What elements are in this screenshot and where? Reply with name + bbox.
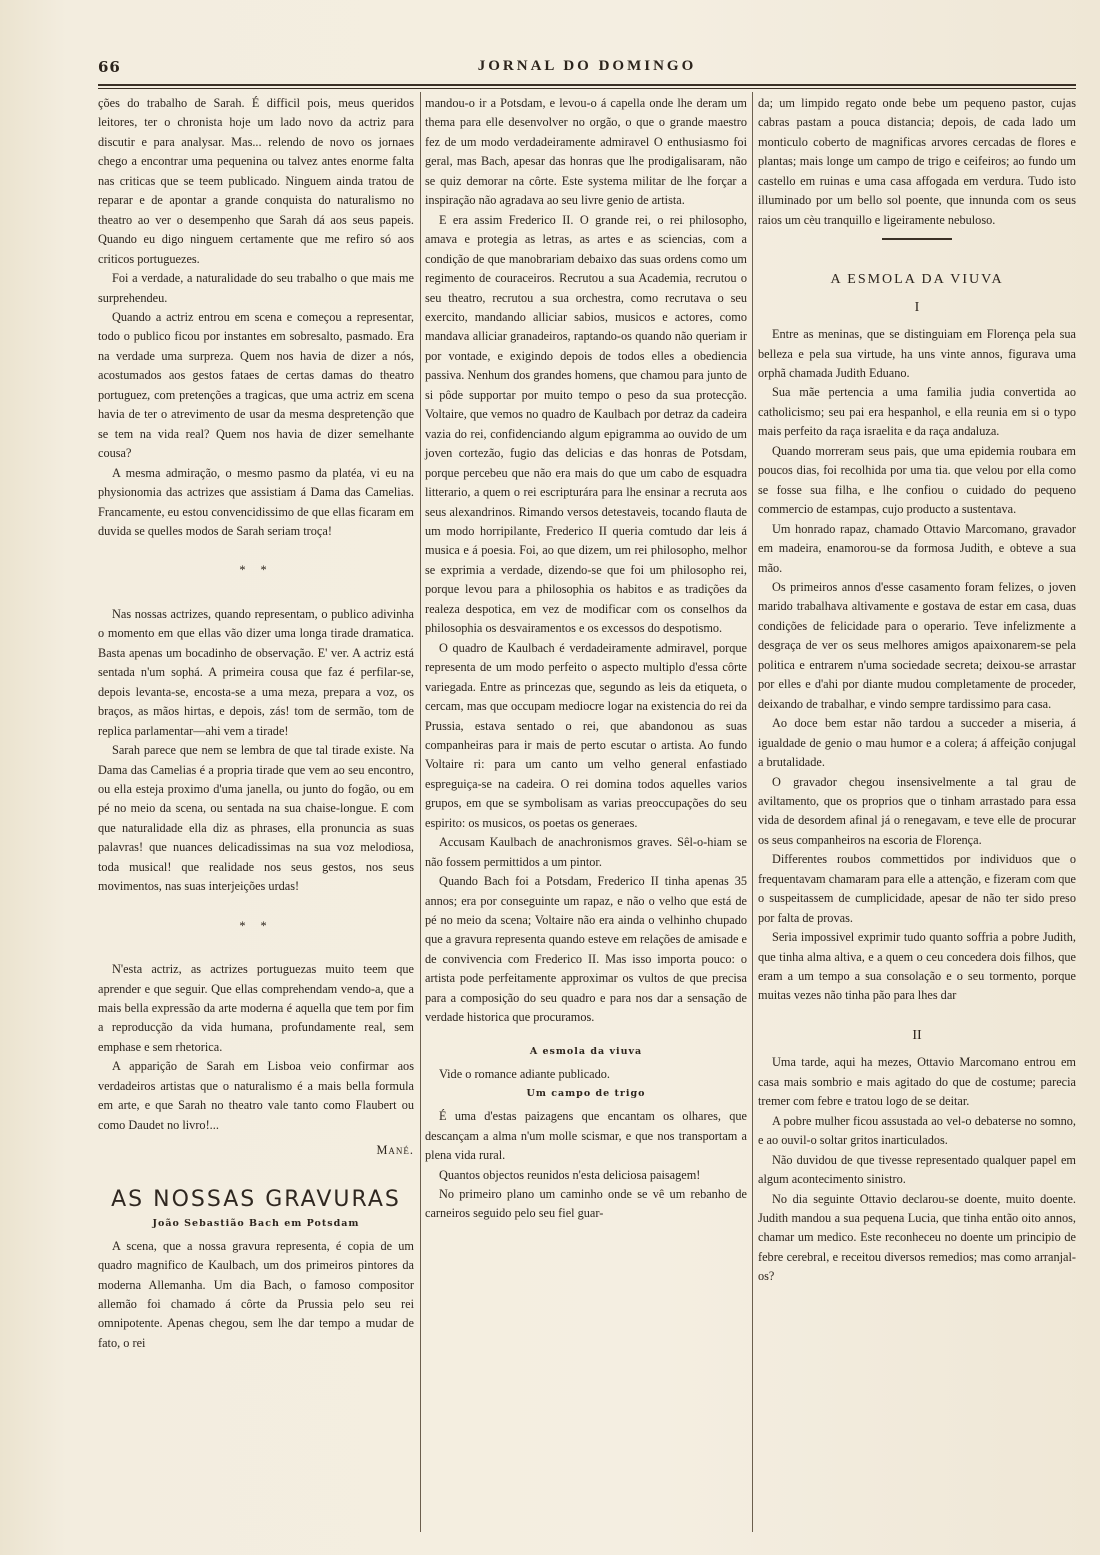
paragraph: Não duvidou de que tivesse representado qualquer papel em algum acontecimento sinistro. — [758, 1152, 1076, 1187]
masthead: JORNAL DO DOMINGO — [477, 58, 697, 74]
paragraph: da; um limpido regato onde bebe um pequeno pastor, cujas cabras pastam a pouca distancia; depois, de cada lado um monticulo coberto de magnificas arvores cercadas de flores e plantas; mais longe um campo de trigo e ceifeiros; ao fundo um castello em ruinas e uma casa affogada em verdura. Tudo isto illuminado por um bello sol poente, que innunda com os seus raios um cèu tranquillo e ligeiramente nebuloso. — [758, 96, 1076, 227]
chapter-number: II — [912, 1027, 922, 1043]
paragraph: Differentes roubos commettidos por individuos que o frequentavam chamaram para elle a attenção, e fizeram com que o suspeitassem de cumplicidade, apesar de não ter sido preso por falta de provas. — [758, 852, 1076, 925]
paragraph: A scena, que a nossa gravura representa, é copia de um quadro magnifico de Kaulbach, um dos primeiros pintores da moderna Allemanha. Um dia Bach, o famoso compositor allemão foi chamado á côrte da Prussia pelo seu rei omnipotente. Apenas chegou, sem lhe dar tempo a mudar de fato, o rei — [98, 1238, 414, 1350]
section-subheading: João Sebastião Bach em Potsdam — [152, 1217, 360, 1229]
paragraph: mandou-o ir a Potsdam, e levou-o á capella onde lhe deram um thema para elle desenvolver no orgão, o que o grande maestro fez de um modo verdadeiramente admiravel O enthusiasmo foi geral, mas Bach, apesar das honras que lhe prodigalisaram, não se quiz demorar na côrte. Este systema militar de lhe forçar a inspiração não agradava ao seu livre genio de artista. — [425, 96, 747, 208]
header-rule-thick — [98, 84, 1076, 86]
paragraph: Entre as meninas, que se distinguiam em Florença pela sua belleza e pela sua virtude, ha uns vinte annos, figurava uma orphã chamada Judith Eduano. — [758, 327, 1076, 380]
paragraph: Foi a verdade, a naturalidade do seu trabalho o que mais me surprehendeu. — [98, 271, 414, 305]
section-break: * * — [239, 563, 273, 578]
paragraph: A apparição de Sarah em Lisboa veio confirmar aos verdadeiros artistas que o naturalismo é a mais bella formula em arte, e que Sarah no theatro vale tanto como Flaubert ou como Daudet no livro!... — [98, 1059, 414, 1132]
column-divider — [420, 92, 421, 1532]
chapter-number: I — [914, 299, 920, 315]
paragraph: Sarah parece que nem se lembra de que tal tirade existe. Na Dama das Camelias é a propria tirade que vem ao seu encontro, ou ella esteja proximo d'uma janella, ou junto do fogão, ou em pé no meio da scena, ou sentada na sua chaise-longue. E com que naturalidade ella diz as phrases, ella pronuncia as suas palavras! que nuances delicadissimas na sua voz melodiosa, toda musical! que realidade nos seus gestos, nos seus movimentos, nas suas interjeições urdas! — [98, 743, 414, 894]
column-3 — [758, 94, 1076, 1287]
paragraph: A pobre mulher ficou assustada ao vel-o debaterse no somno, e ao ouvil-o soltar gritos inarticulados. — [758, 1113, 1076, 1148]
paragraph: ções do trabalho de Sarah. É difficil pois, meus queridos leitores, ter o chronista hoje um lado novo da actriz para discutir e para analysar. Mas... relendo de novo os jornaes chego a encontrar uma pequenina ou talvez antes enorme falta nas criticas que se teem publicado. Ninguem ainda tratou de reparar e de apontar a grande conquista do naturalismo no theatro ao ver o desempenho que Sarah dá aos seus papeis. Quando eu digo ninguem certamente que me refiro só aos criticos portuguezes. — [98, 96, 414, 266]
page-header — [98, 58, 1076, 80]
paragraph: Um honrado rapaz, chamado Ottavio Marcomano, gravador em madeira, enamorou-se da formosa Judith, e obteve a sua mão. — [758, 521, 1076, 575]
section-break: * * — [239, 918, 273, 933]
paragraph: Sua mãe pertencia a uma familia judia convertida ao catholicismo; seu pai era hespanhol, e ella reunia em si o typo mais perfeito da raça israelita e da raça andaluza. — [758, 385, 1076, 439]
section-heading: AS NOSSAS GRAVURAS — [111, 1186, 401, 1212]
paragraph: Accusam Kaulbach de anachronismos graves. Sêl-o-hiam se não fossem permittidos a um pintor. — [425, 835, 747, 869]
paragraph: A mesma admiração, o mesmo pasmo da platéa, vi eu na physionomia das actrizes que assistiam á Dama das Camelias. Francamente, eu estou convencidissimo de que ellas ficaram em duvida se quelles modos de Sarah seriam troça! — [98, 465, 414, 538]
paragraph: Os primeiros annos d'esse casamento foram felizes, o joven marido trabalhava altivamente e gostava de estar em casa, duas condições de felicidade para o operario. Teve infelizmente a desgraça de ver os seus melhores amigos apaixonarem-se pela politica e entrarem n'uma sociedade secreta; deixou-se arrastar por elles e d'ahi por diante mudou completamente de proceder, deixando de trabalhar, e vindo sempre tardissimo para casa. — [758, 579, 1076, 711]
page-number: 66 — [98, 58, 121, 76]
paragraph: Quando morreram seus pais, que uma epidemia roubara em poucos dias, foi recolhida por uma tia. que velou por ella como se fosse sua filha, e lhe confiou o cuidado do pequeno commercio de estampas, cujo producto a sustentava. — [758, 443, 1076, 517]
paragraph: Uma tarde, aqui ha mezes, Ottavio Marcomano entrou em casa mais sombrio e mais agitado do que de costume; parecia tremer com febre e tratou logo de se deitar. — [758, 1055, 1076, 1109]
paragraph: Quando Bach foi a Potsdam, Frederico II tinha apenas 35 annos; era por conseguinte um rapaz, e não o velho que está de pé no meio da scena; Voltaire não era ainda o velhinho chupado que a gravura representa quando esteve em relações de amisade e de convivencia com Frederico II. Mas isso importa pouco: o artista pode perfeitamente approximar os vultos de que precisa para a composição do seu quadro e para nos dar a sensação de verdade historica que procuramos. — [425, 874, 747, 1025]
column-2 — [425, 94, 747, 1224]
column-divider — [752, 92, 753, 1532]
story-title: A ESMOLA DA VIUVA — [830, 272, 1004, 288]
header-rule-thin — [98, 88, 1076, 89]
paragraph: Seria impossivel exprimir tudo quanto soffria a pobre Judith, que tinha alma altiva, e a quem o ceu concedera dois filhos, que eram a um tempo a sua consolação e o seu tormento, porque muitas vezes não tinha pão para lhes dar — [758, 930, 1076, 1003]
paragraph: É uma d'estas paizagens que encantam os olhares, que descançam a alma n'um molle scismar, e que nos transportam a plena vida rural. — [425, 1109, 747, 1163]
paragraph: No primeiro plano um caminho onde se vê um rebanho de carneiros seguido pelo seu fiel guar- — [425, 1187, 747, 1221]
paragraph: Vide o romance adiante publicado. — [439, 1066, 611, 1081]
paragraph: N'esta actriz, as actrizes portuguezas muito teem que aprender e que seguir. Que ellas comprehendam vendo-a, que a mais bella expressão da arte moderna é aquella que tem por fim a reproducção da vida humana, profundamente real, sem emphase e sem rhetorica. — [98, 962, 414, 1054]
paragraph: Nas nossas actrizes, quando representam, o publico adivinha o momento em que ellas vão dizer uma longa tirade dramatica. Basta apenas um bocadinho de observação. E' ver. A actriz está sentada n'um sophá. A primeira cousa que faz é perfilar-se, depois levanta-se, encosta-se a uma meza, prepara a voz, os braços, as mãos hirtas, e depois, zás! tom de sermão, tom de replica parlamentar—ahi vem a tirade! — [98, 606, 414, 738]
column-1 — [98, 94, 414, 1353]
paragraph: Quantos objectos reunidos n'esta deliciosa paisagem! — [439, 1167, 701, 1182]
divider — [882, 238, 952, 240]
paragraph: Quando a actriz entrou em scena e começou a representar, todo o publico ficou por instantes em sobresalto, pasmado. Era na verdade uma surpreza. Quem nos havia de dizer a nós, acostumados aos gestos fataes de certas damas do theatro portuguez, com pretenções a tragicas, que uma actriz em scena havia de ter o atrevimento de usar da mesma despretenção que se tem na vida real? Quem nos havia de dizer semelhante cousa? — [98, 309, 414, 461]
engraving-caption: Um campo de trigo — [526, 1088, 646, 1100]
engraving-caption: A esmola da viuva — [529, 1045, 643, 1057]
paragraph: No dia seguinte Ottavio declarou-se doente, muito doente. Judith mandou a sua pequena Lucia, que tinha então oito annos, chamar um medico. Este reconheceu no doente um principio de febre cerebral, e receitou diversos remedios; mas como arranjal-os? — [758, 1191, 1076, 1284]
author-signature: Mané. — [376, 1143, 414, 1158]
paragraph: E era assim Frederico II. O grande rei, o rei philosopho, amava e protegia as letras, as artes e as sciencias, com a condição de que manobrariam debaixo das suas ordens como um regimento de couraceiros. Recrutou a sua Academia, recrutou o seu theatro, recrutou a sua orchestra, como recrutava o seu exercito, mandando alliciar sabios, musicos e actores, como mandava alliciar granadeiros, raptando-os quando não queriam ir por vontade, e exigindo depois de todos elles a obediencia passiva. Nenhum dos grandes homens, que chamou para junto de si pôde supportar por muito tempo o peso da sua protecção. Voltaire, que vemos no quadro de Kaulbach por detraz da cadeira vazia do rei, confidenciando algum epigramma ao ouvido de um joven cortezão, fugio das delicias e das honras de Potsdam, porque percebeu que não era mais do que um cabo de esquadra litterario, a quem o rei escripturára para lhe ensinar a recruta aos seus alexandrinos. Rimando versos detestaveis, tocando flauta de um modo horripilante, Frederico II queria comtudo dar leis á musica e á poesia. Foi, ao que dizem, um rei philosopho, melhor se exprimia a verdade, dizendo-se que foi um philosopho rei, porque levou para a philosophia os habitos e as tradições da realeza despotica, em vez de modificar com os conselhos da philosophia os desvairamentos e os excessos do despotismo. — [425, 212, 747, 636]
paragraph: O gravador chegou insensivelmente a tal grau de aviltamento, que os proprios que o tinham arrastado para essa vida de desordem afinal já o renegavam, e teve elle de procurar os seus companheiros na escoria de Florença. — [758, 774, 1076, 847]
paragraph: Ao doce bem estar não tardou a succeder a miseria, á igualdade de genio o mau humor e a colera; á affeição conjugal a brutalidade. — [758, 716, 1076, 770]
paragraph: O quadro de Kaulbach é verdadeiramente admiravel, porque representa de um modo perfeito o aspecto multiplo d'essa côrte variegada. Entre as princezas que, segundo as leis da etiqueta, o cercam, mas que occupam mediocre logar na existencia do rei da Prussia, estava sentado o rei, que abandonou as suas companheiras para ir mais de perto escutar o artista. Ao fundo Voltaire ri: para um canto um velho general enfastiado espreguiça-se na cadeira. O rei domina todos aquelles varios grupos, em que se symbolisam as varias preoccupações do seu espirito: os musicos, os poetas os generaes. — [425, 640, 747, 830]
